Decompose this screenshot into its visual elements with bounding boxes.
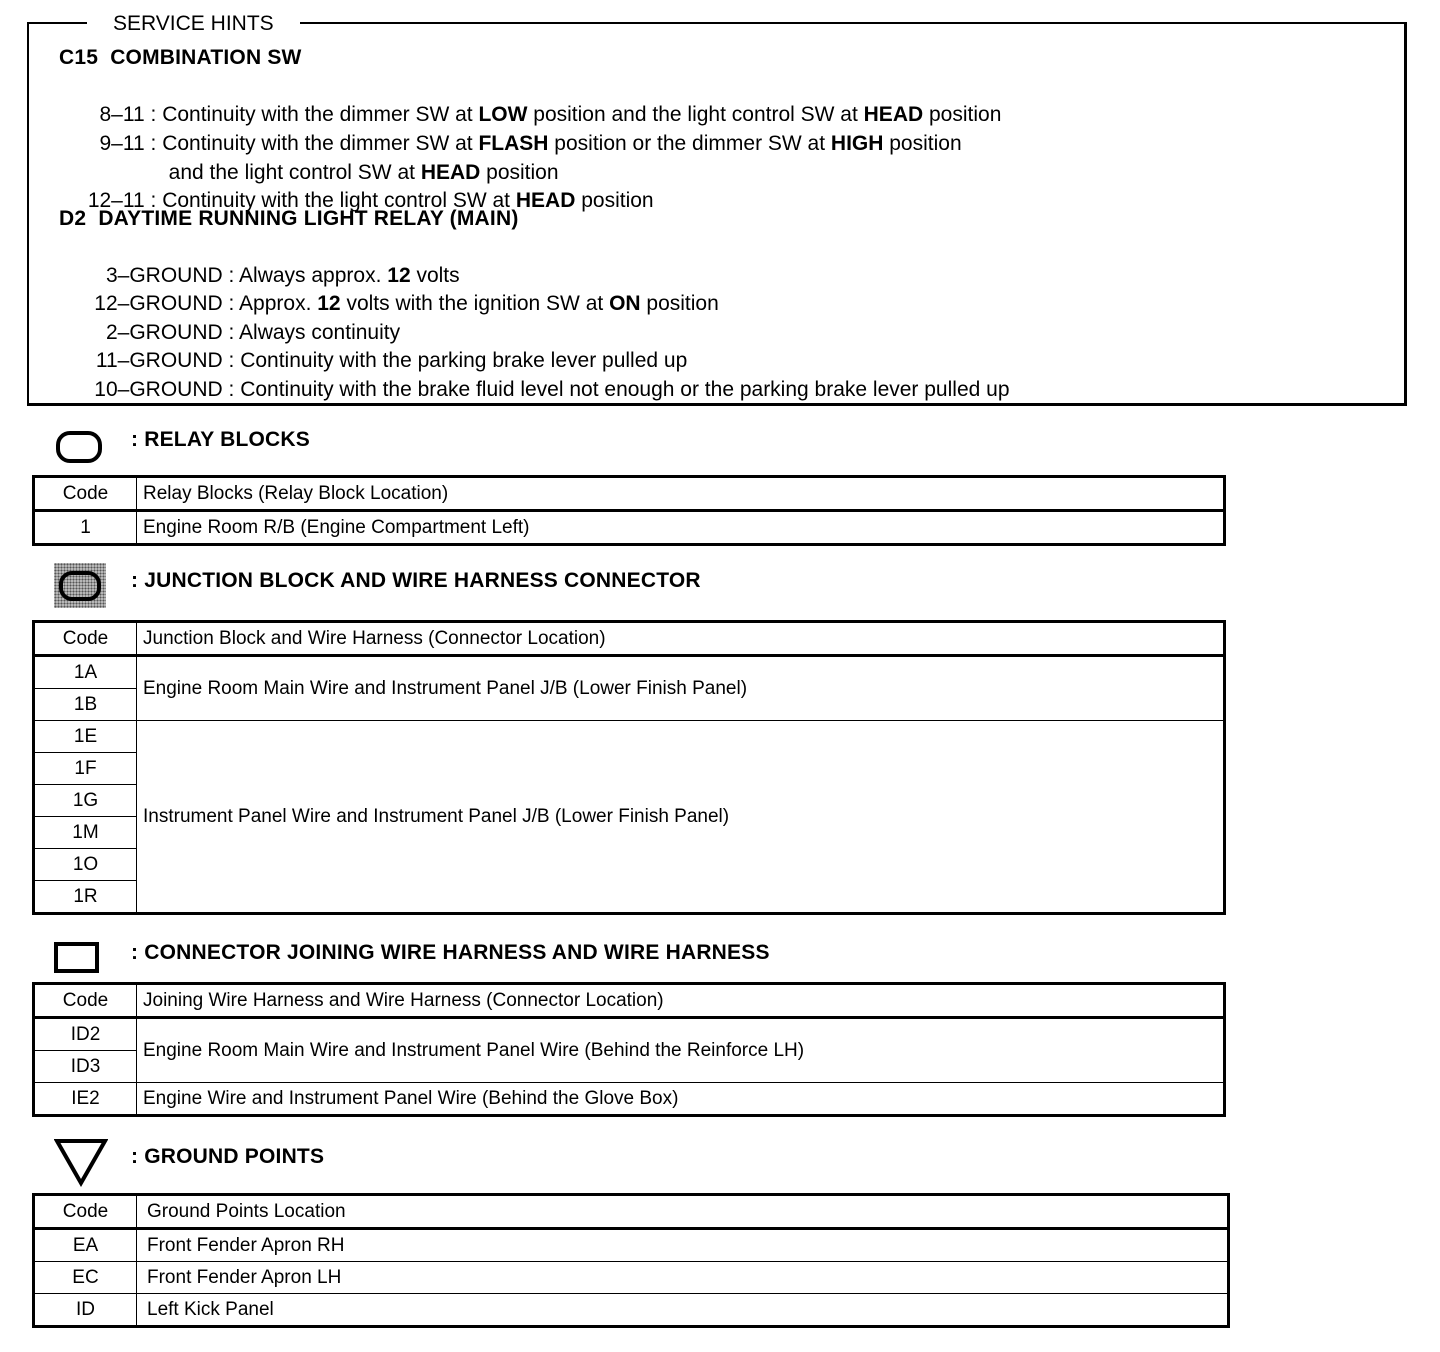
code-column-header: Code [34, 477, 137, 511]
relay-block-icon [56, 431, 102, 463]
junction-block-icon [54, 563, 106, 608]
location-cell: Front Fender Apron LH [137, 1262, 1229, 1294]
code-cell: ID3 [34, 1051, 137, 1083]
relay-blocks-heading: : RELAY BLOCKS [131, 428, 310, 451]
ground-point-icon [54, 1137, 108, 1187]
c15-hint-line: 8–11 : Continuity with the dimmer SW at LOW position and the light control SW at HEAD position [99, 103, 1002, 126]
d2-hint-line: 3–GROUND : Always approx. 12 volts [105, 264, 460, 287]
table-row [34, 721, 1225, 753]
code-cell: EC [34, 1262, 137, 1294]
junction-blocks-heading: : JUNCTION BLOCK AND WIRE HARNESS CONNECTOR [131, 569, 701, 592]
location-cell: Engine Room Main Wire and Instrument Panel Wire (Behind the Reinforce LH) [137, 1018, 1225, 1083]
location-cell: Instrument Panel Wire and Instrument Panel J/B (Lower Finish Panel) [137, 721, 1225, 914]
location-column-header: Relay Blocks (Relay Block Location) [137, 477, 1225, 511]
code-cell: 1O [34, 849, 137, 881]
c15-hint-line: and the light control SW at HEAD position [168, 161, 559, 184]
junction-blocks-table [32, 620, 1226, 915]
connector-icon [54, 942, 99, 973]
code-column-header: Code [34, 984, 137, 1018]
table-row [34, 656, 1225, 689]
location-column-header: Ground Points Location [137, 1195, 1229, 1229]
code-cell: 1A [34, 656, 137, 689]
code-cell: IE2 [34, 1083, 137, 1116]
table-row [34, 1294, 1229, 1327]
table-header-row [34, 622, 1225, 656]
c15-hint-line: 12–11 : Continuity with the light control SW at HEAD position [87, 189, 654, 212]
code-cell: 1R [34, 881, 137, 914]
code-cell: ID [34, 1294, 137, 1327]
location-cell: Engine Room Main Wire and Instrument Panel J/B (Lower Finish Panel) [137, 656, 1225, 721]
location-cell: Engine Room R/B (Engine Compartment Left) [137, 511, 1225, 545]
d2-hint-line: 10–GROUND : Continuity with the brake fluid level not enough or the parking brake lever pulled up [94, 378, 1010, 401]
code-cell: 1 [34, 511, 137, 545]
table-row [34, 511, 1225, 545]
code-cell: 1E [34, 721, 137, 753]
location-cell: Engine Wire and Instrument Panel Wire (Behind the Glove Box) [137, 1083, 1225, 1116]
d2-heading: D2 DAYTIME RUNNING LIGHT RELAY (MAIN) [59, 207, 519, 230]
table-header-row [34, 1195, 1229, 1229]
d2-hint-line: 11–GROUND : Continuity with the parking brake lever pulled up [95, 349, 688, 372]
table-row [34, 1229, 1229, 1262]
ground-points-heading: : GROUND POINTS [131, 1145, 325, 1168]
code-cell: 1G [34, 785, 137, 817]
table-header-row [34, 984, 1225, 1018]
code-column-header: Code [34, 1195, 137, 1229]
c15-hint-line: 9–11 : Continuity with the dimmer SW at FLASH position or the dimmer SW at HIGH position [99, 132, 962, 155]
table-header-row [34, 477, 1225, 511]
location-cell: Front Fender Apron RH [137, 1229, 1229, 1262]
connectors-table [32, 982, 1226, 1117]
code-cell: 1M [34, 817, 137, 849]
location-column-header: Joining Wire Harness and Wire Harness (Connector Location) [137, 984, 1225, 1018]
service-hints-title: SERVICE HINTS [87, 12, 300, 36]
location-column-header: Junction Block and Wire Harness (Connector Location) [137, 622, 1225, 656]
code-cell: EA [34, 1229, 137, 1262]
ground-points-table [32, 1193, 1230, 1328]
code-cell: 1B [34, 689, 137, 721]
location-cell: Left Kick Panel [137, 1294, 1229, 1327]
code-cell: 1F [34, 753, 137, 785]
table-row [34, 1262, 1229, 1294]
relay-blocks-table [32, 475, 1226, 546]
table-row [34, 1018, 1225, 1051]
d2-hint-line: 12–GROUND : Approx. 12 volts with the ignition SW at ON position [94, 292, 719, 315]
code-cell: ID2 [34, 1018, 137, 1051]
table-row [34, 1083, 1225, 1116]
c15-heading: C15 COMBINATION SW [59, 46, 302, 69]
connectors-heading: : CONNECTOR JOINING WIRE HARNESS AND WIRE HARNESS [131, 941, 770, 964]
d2-hint-line: 2–GROUND : Always continuity [105, 321, 401, 344]
code-column-header: Code [34, 622, 137, 656]
